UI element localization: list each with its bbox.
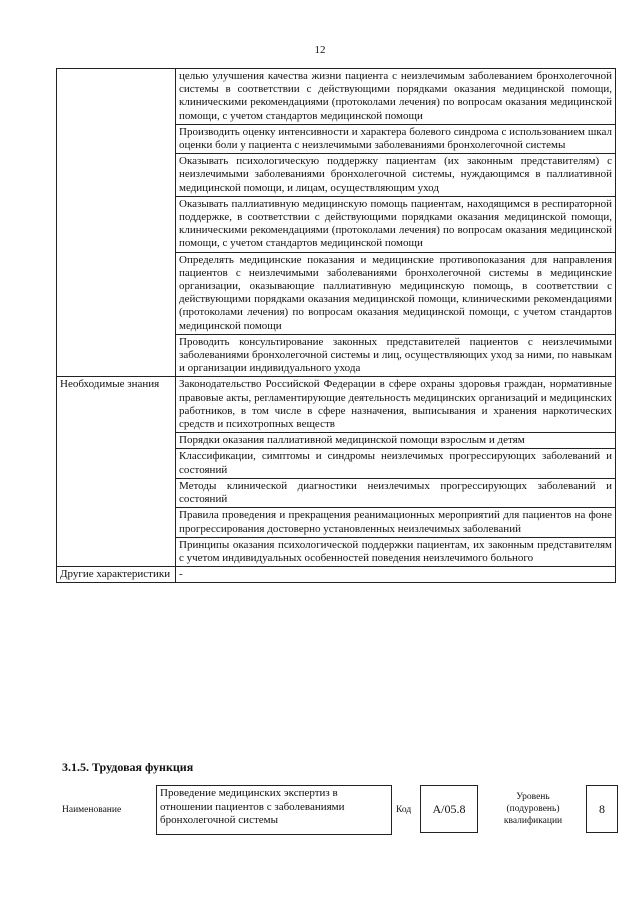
table-row [57, 69, 616, 125]
table-cell: Правила проведения и прекращения реанимационных мероприятий для пациентов на фоне прогрессирования достоверно установленных неизлечимых заболеваний [176, 508, 616, 537]
table-cell: Оказывать психологическую поддержку пациентам (их законным представителям) с неизлечимыми заболеваниями бронхолегочной системы, нуждающимся в паллиативной медицинской помощи, и лицам, осуществляющим уход [176, 154, 616, 197]
code-label: Код [396, 805, 412, 815]
code-value: A/05.8 [420, 785, 478, 833]
page-number: 12 [314, 44, 326, 56]
level-value: 8 [586, 785, 618, 833]
row-label [57, 69, 176, 377]
labor-function-header [62, 785, 622, 845]
table-row [57, 567, 616, 583]
table-cell: Определять медицинские показания и медицинские противопоказания для направления пациентов с неизлечимыми заболеваниями бронхолегочной системы в медицинские организации, оказывающие паллиативную медицинскую помощь, в соответствии с действующими порядками оказания медицинской помощи, клиническими рекомендациями (протоколами лечения) по вопросам оказания медицинской помощи, с учетом стандартов медицинской помощи [176, 252, 616, 334]
table-cell: целью улучшения качества жизни пациента с неизлечимым заболеванием бронхолегочной системы в соответствии с действующими порядками оказания медицинской помощи, клиническими рекомендациями (протоколами лечения) по вопросам оказания медицинской помощи, с учетом стандартов медицинской помощи [176, 69, 616, 125]
table-cell: Методы клинической диагностики неизлечимых прогрессирующих заболеваний и состояний [176, 478, 616, 507]
row-label-other: Другие характеристики [57, 567, 176, 583]
table-cell: Классификации, симптомы и синдромы неизлечимых прогрессирующих заболеваний и состояний [176, 449, 616, 478]
table-cell: Проводить консультирование законных представителей пациентов с неизлечимыми заболеваниями бронхолегочной системы и лиц, осуществляющих уход за ними, по навыкам и организации индивидуального ухода [176, 334, 616, 377]
row-label-knowledge: Необходимые знания [57, 377, 176, 567]
table-cell: Оказывать паллиативную медицинскую помощь пациентам, находящимся в респираторной поддержке, в соответствии с действующими порядками оказания медицинской помощи, клиническими рекомендациями (протоколами лечения) по вопросам оказания медицинской помощи, с учетом стандартов медицинской помощи [176, 196, 616, 252]
table-cell: Порядки оказания паллиативной медицинской помощи взрослым и детям [176, 433, 616, 449]
table-cell: - [176, 567, 616, 583]
table-cell: Законодательство Российской Федерации в сфере охраны здоровья граждан, нормативные правовые акты, регламентирующие деятельность медицинских организаций и медицинских работников, в том числе в сфере назначения, выписывания и хранения наркотических средств и психотропных веществ [176, 377, 616, 433]
level-label: Уровень (подуровень) квалификации [503, 792, 563, 826]
table-row [57, 377, 616, 433]
competency-table [56, 68, 616, 583]
name-value: Проведение медицинских экспертиз в отношении пациентов с заболеваниями бронхолегочной системы [156, 785, 392, 835]
section-title: 3.1.5. Трудовая функция [62, 760, 194, 774]
table-cell: Производить оценку интенсивности и характера болевого синдрома с использованием шкал оценки боли у пациента с неизлечимыми заболеваниями бронхолегочной системы [176, 124, 616, 153]
table-cell: Принципы оказания психологической поддержки пациентам, их законным представителям с учетом индивидуальных особенностей поведения неизлечимого больного [176, 537, 616, 566]
name-label: Наименование [62, 805, 122, 815]
